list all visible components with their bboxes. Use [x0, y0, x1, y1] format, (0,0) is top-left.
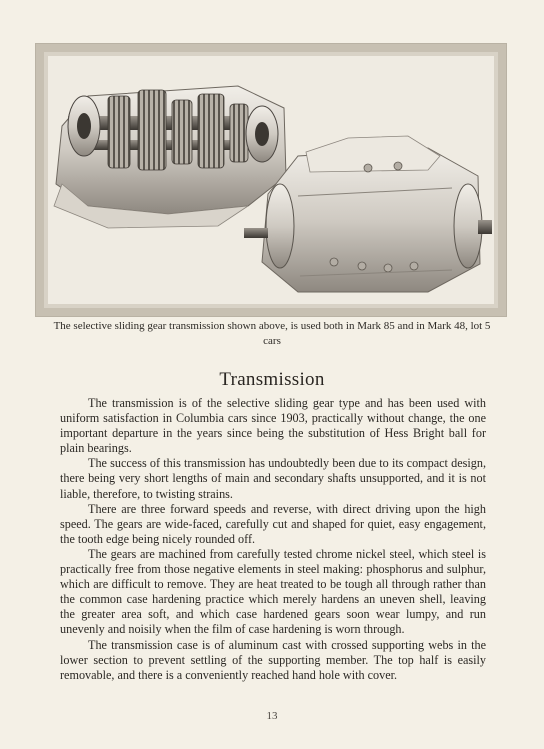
transmission-illustration	[48, 56, 494, 304]
open-gearbox	[54, 86, 286, 228]
section-heading: Transmission	[219, 369, 325, 390]
body-text	[60, 396, 486, 683]
paragraph: The transmission is of the selective sliding gear type and has been used with uniform satisfaction in Columbia cars since 1903, practically without change, the one important departure in the years since being the substitution of Hess Bright ball for plain bearings.	[60, 396, 486, 456]
photo-frame	[35, 43, 507, 317]
page-number: 13	[266, 710, 278, 722]
paragraph: There are three forward speeds and reverse, with direct driving upon the high speed. The gears are wide-faced, carefully cut and shaped for quiet, easy engagement, the tooth edge being nicely rounded off.	[60, 501, 486, 546]
paragraph: The gears are machined from carefully tested chrome nickel steel, which steel is practically free from those negative elements in steel making: phosphorus and sulphur, which are difficult to remove. They are heat treated to be tough all through rather than the common case hardening practice which merely hardens an uneven shell, leaving the greater area soft, and which case hardened gears soon wear lumpy, and run unevenly and noisily when the film of case hardening is worn through.	[60, 546, 486, 637]
paragraph: The transmission case is of aluminum cast with crossed supporting webs in the lower section to prevent settling of the supporting member. The top half is easily removable, and there is a conveniently reached hand hole with cover.	[60, 637, 486, 682]
transmission-photo	[48, 56, 494, 304]
photo-caption: The selective sliding gear transmission shown above, is used both in Mark 85 and in Mark 48, lot 5 cars	[53, 320, 491, 347]
paragraph: The success of this transmission has undoubtedly been due to its compact design, there being very short lengths of main and secondary shafts unsupported, and it is not liable, therefore, to twisting strains.	[60, 456, 486, 501]
